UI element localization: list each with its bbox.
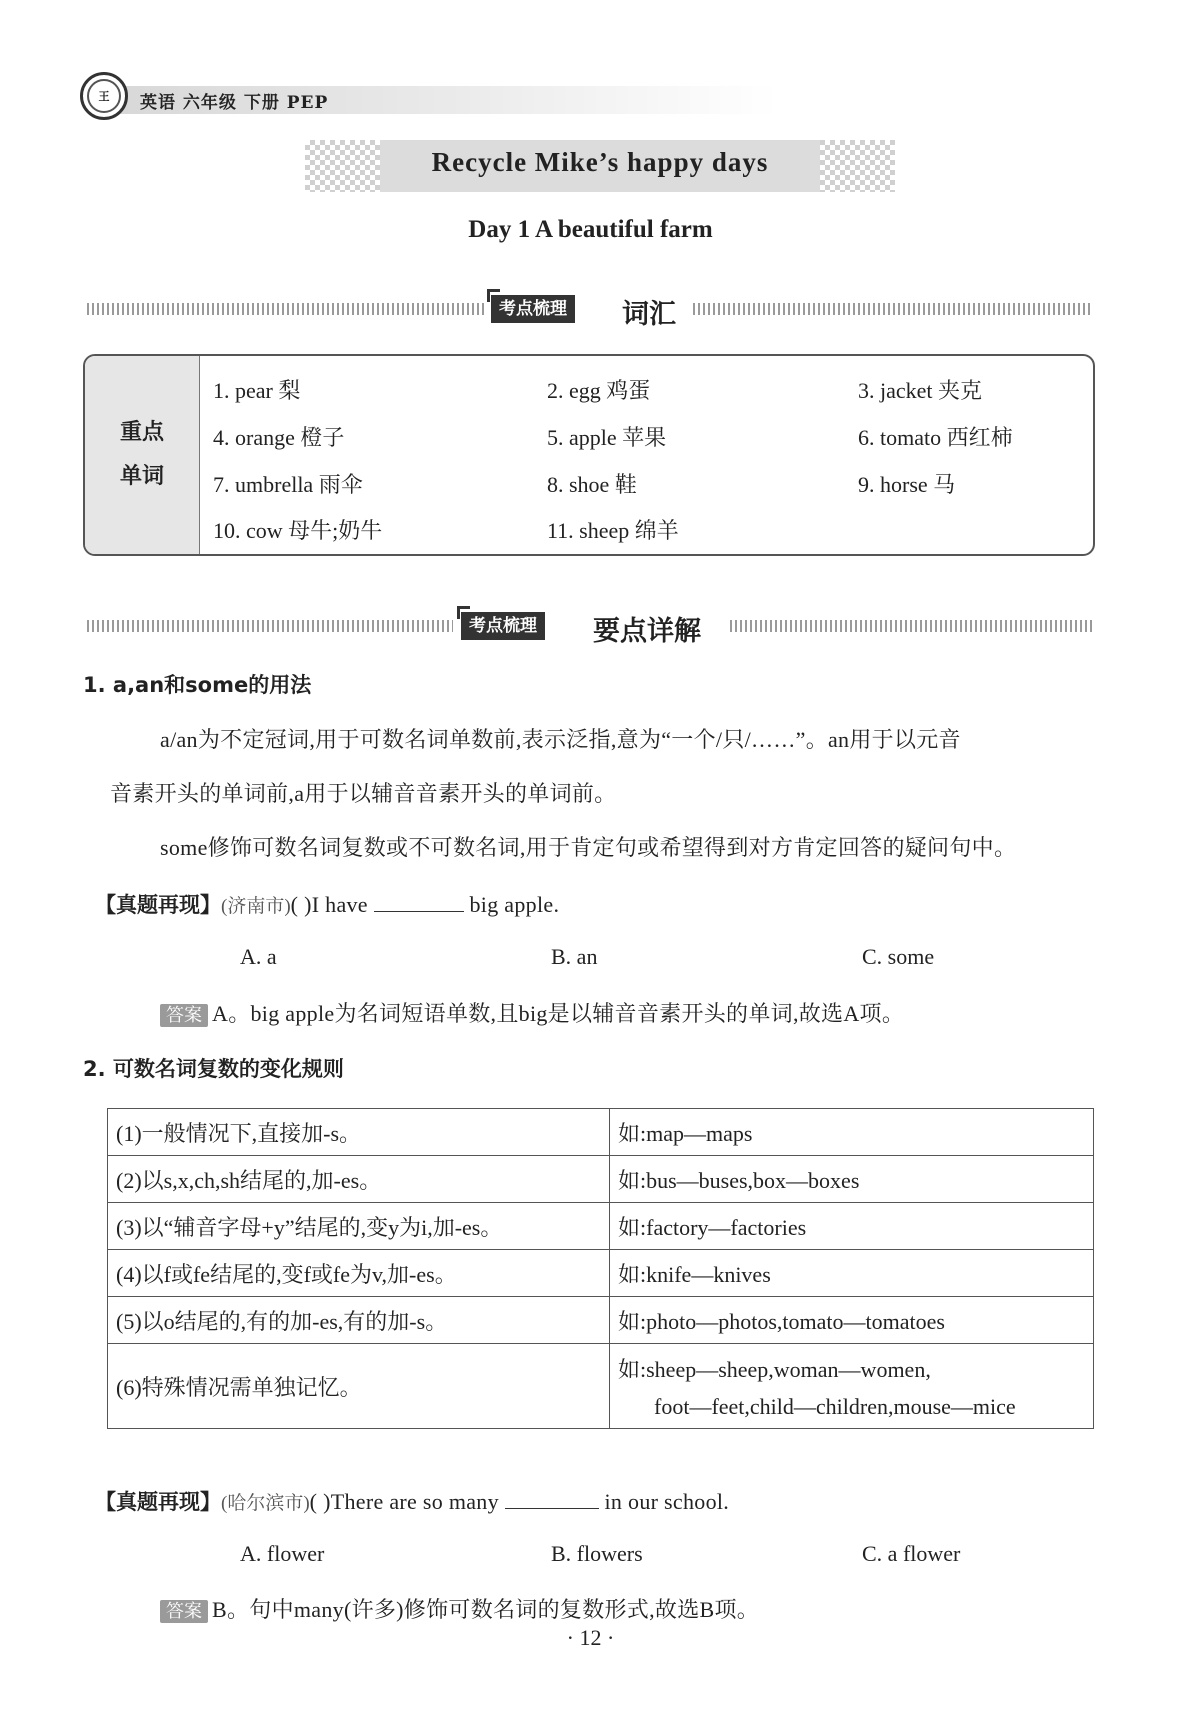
publisher-logo — [80, 72, 128, 120]
question-text: I have — [311, 892, 374, 917]
answer-blank[interactable] — [505, 1490, 599, 1509]
vocab-word: 6. tomato 西红柿 — [858, 425, 1013, 450]
table-row — [108, 1344, 1094, 1429]
vocab-word: 10. cow 母牛;奶牛 — [213, 518, 383, 543]
example-line: foot—feet,child—children,mouse—mice — [654, 1393, 1016, 1419]
vocab-word: 5. apple 苹果 — [547, 425, 667, 450]
answer-paren: ( ) — [290, 892, 312, 917]
vocab-word: 11. sheep 绵羊 — [547, 518, 679, 543]
question-source: (哈尔滨市) — [221, 1493, 310, 1514]
vocab-word: 7. umbrella 雨伞 — [213, 472, 363, 497]
vocabulary-label-line2: 单词 — [119, 464, 164, 489]
paragraph-line: 音素开头的单词前,a用于以辅音音素开头的单词前。 — [110, 781, 617, 806]
exam-question — [95, 889, 559, 919]
example-cell: 如:factory—factories — [610, 1203, 1094, 1250]
question-text: There are so many — [330, 1489, 505, 1514]
question-tag: 【真题再现】 — [95, 1490, 221, 1514]
vocabulary-label — [85, 356, 200, 554]
section-divider-right — [730, 620, 1093, 632]
example-line: 如:sheep—sheep,woman—women, — [618, 1356, 931, 1382]
section-tag: 考点梳理 — [491, 295, 575, 323]
section-title: 词汇 — [622, 299, 676, 330]
vocab-word: 4. orange 橙子 — [213, 425, 345, 450]
answer-text: B。句中many(许多)修饰可数名词的复数形式,故选B项。 — [212, 1597, 760, 1622]
section-divider-left — [87, 620, 453, 632]
question-source: (济南市) — [221, 896, 291, 917]
example-cell: 如:photo—photos,tomato—tomatoes — [610, 1297, 1094, 1344]
vocab-word: 9. horse 马 — [858, 472, 956, 497]
option: B. flowers — [551, 1541, 643, 1566]
question-text: in our school. — [598, 1489, 730, 1514]
answer-row — [160, 997, 904, 1028]
exam-question — [95, 1486, 729, 1516]
logo-text: 王 — [87, 79, 121, 113]
section-tag: 考点梳理 — [461, 612, 545, 640]
rule-cell: (1)一般情况下,直接加-s。 — [108, 1109, 610, 1156]
option: A. flower — [240, 1541, 325, 1566]
answer-row — [160, 1593, 759, 1624]
table-row — [108, 1203, 1094, 1250]
vocabulary-label-line1: 重点 — [119, 420, 164, 445]
rule-cell: (2)以s,x,ch,sh结尾的,加-es。 — [108, 1156, 610, 1203]
section-title: 要点详解 — [593, 616, 701, 647]
rule-cell: (5)以o结尾的,有的加-es,有的加-s。 — [108, 1297, 610, 1344]
vocab-word: 8. shoe 鞋 — [547, 472, 637, 497]
example-cell — [610, 1344, 1094, 1429]
answer-blank[interactable] — [374, 893, 464, 912]
question-text: big apple. — [463, 892, 560, 917]
point-title: 1. a,an和some的用法 — [83, 673, 312, 697]
day-title: Day 1 A beautiful farm — [468, 216, 713, 243]
vocab-word: 2. egg 鸡蛋 — [547, 378, 651, 403]
point-title: 2. 可数名词复数的变化规则 — [83, 1057, 344, 1081]
vocabulary-box — [83, 354, 1095, 556]
rule-cell: (6)特殊情况需单独记忆。 — [108, 1344, 610, 1429]
page-number: · 12 · — [566, 1625, 615, 1650]
answer-badge: 答案 — [160, 1600, 208, 1623]
option: A. a — [240, 944, 277, 969]
vocab-word: 1. pear 梨 — [213, 378, 301, 403]
section-divider-right — [693, 303, 1093, 315]
answer-paren: ( ) — [309, 1489, 331, 1514]
option: B. an — [551, 944, 598, 969]
paragraph-line: some修饰可数名词复数或不可数名词,用于肯定句或希望得到对方肯定回答的疑问句中。 — [160, 835, 1017, 860]
plural-rules-table — [107, 1108, 1094, 1429]
header-text: 英语 六年级 下册 PEP — [140, 93, 329, 113]
example-cell: 如:bus—buses,box—boxes — [610, 1156, 1094, 1203]
option: C. some — [862, 944, 935, 969]
unit-title: Recycle Mike’s happy days — [431, 147, 769, 177]
rule-cell: (4)以f或fe结尾的,变f或fe为v,加-es。 — [108, 1250, 610, 1297]
vocab-word: 3. jacket 夹克 — [858, 378, 983, 403]
table-row — [108, 1250, 1094, 1297]
table-row — [108, 1109, 1094, 1156]
table-row — [108, 1156, 1094, 1203]
paragraph-line: a/an为不定冠词,用于可数名词单数前,表示泛指,意为“一个/只/……”。an用于以元音 — [160, 727, 961, 752]
example-cell: 如:knife—knives — [610, 1250, 1094, 1297]
answer-text: A。big apple为名词短语单数,且big是以辅音音素开头的单词,故选A项。 — [212, 1001, 905, 1026]
table-row — [108, 1297, 1094, 1344]
rule-cell: (3)以“辅音字母+y”结尾的,变y为i,加-es。 — [108, 1203, 610, 1250]
section-divider-left — [87, 303, 485, 315]
example-cell: 如:map—maps — [610, 1109, 1094, 1156]
question-tag: 【真题再现】 — [95, 893, 221, 917]
option: C. a flower — [862, 1541, 961, 1566]
answer-badge: 答案 — [160, 1004, 208, 1027]
